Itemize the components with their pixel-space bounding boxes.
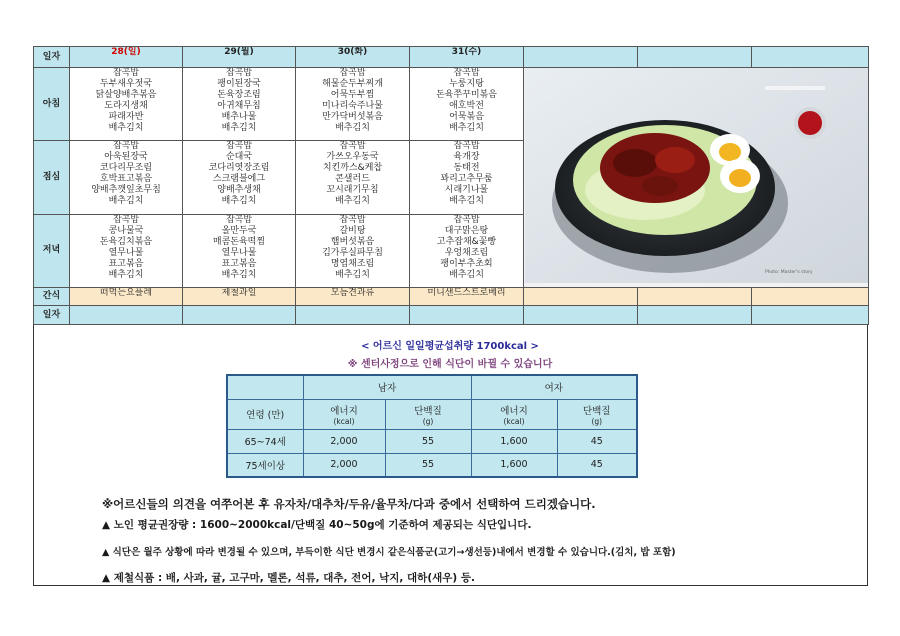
- menu-cell: 잡곡밥 콩나물국 돈육김치볶음 열무나물 표고볶음 배추김치: [70, 214, 183, 287]
- menu-cell: 잡곡밥 해물순두부찌개 어묵두부찜 미나리숙주나물 만가닥버섯볶음 배추김치: [296, 68, 410, 141]
- row-label-snack: 간식: [34, 288, 70, 306]
- table-row: 65~74세 2,000 55 1,600 45: [227, 429, 637, 453]
- empty-header: [752, 47, 869, 68]
- photo-caption: Photo: Master's story: [764, 270, 813, 275]
- row-label-date: 일자: [34, 47, 70, 68]
- menu-cell: 잡곡밥 올만두국 매콤돈육떡찜 열무나물 표고볶음 배추김치: [183, 214, 296, 287]
- date-header-row: [34, 47, 869, 68]
- nutrition-corner: [227, 375, 303, 399]
- seasonal-food-note: ▲ 제철식품 : 배, 사과, 귤, 고구마, 멜론, 석류, 대추, 전어, 낙지, 대하(새우) 등.: [102, 572, 475, 584]
- menu-cell: 잡곡밥 가쓰오우동국 치킨까스&케찹 콘샐러드 꼬시래기무침 배추김치: [296, 141, 410, 214]
- row-label-lunch: 점심: [34, 141, 70, 214]
- menu-cell: 잡곡밥 대구맑은탕 고추잡채&꽃빵 우엉채조림 팽이부추초회 배추김치: [410, 214, 524, 287]
- snack-cell: 미니샌드스트로베리: [410, 288, 524, 306]
- row-label-date-2: 일자: [34, 306, 70, 325]
- menu-cell: 잡곡밥 갈비탕 햄버섯볶음 김가루실파무침 명엽채조림 배추김치: [296, 214, 410, 287]
- age-header: 연령 (만): [227, 399, 303, 429]
- day-header-28: 28(일): [70, 47, 183, 68]
- food-photo: [524, 68, 869, 288]
- snack-cell: [752, 288, 869, 306]
- recommended-intake-note: ▲ 노인 평균권장량 : 1600~2000kcal/단백질 40~50g에 기준하여 제공되는 식단입니다.: [102, 519, 532, 531]
- nutrition-subtitle: ※ 센터사정으로 인해 식단이 바뀔 수 있습니다: [347, 359, 553, 370]
- table-row: 75세이상 2,000 55 1,600 45: [227, 453, 637, 477]
- day-header-30: 30(화): [296, 47, 410, 68]
- menu-cell: 잡곡밥 팽이된장국 돈육장조림 아귀채무침 배추나물 배추김치: [183, 68, 296, 141]
- menu-cell: 잡곡밥 순대국 코다리엿장조림 스크램블에그 양배추생채 배추김치: [183, 141, 296, 214]
- menu-cell: 잡곡밥 아욱된장국 코다리무조림 호박표고볶음 양배추깻잎초무침 배추김치: [70, 141, 183, 214]
- date-footer-row: [34, 306, 869, 325]
- menu-cell: 잡곡밥 육개장 동태전 꽈리고추무룸 시래기나물 배추김치: [410, 141, 524, 214]
- female-protein-header: 단백질 (g): [557, 399, 637, 429]
- beverage-note: ※어르신들의 의견을 여쭈어본 후 유자차/대추차/두유/율무차/다과 중에서 선택하여 드리겠습니다.: [102, 497, 596, 511]
- female-header: 여자: [471, 375, 637, 399]
- empty-header: [524, 47, 638, 68]
- snack-row: [34, 288, 869, 306]
- snack-cell: 제철과일: [183, 288, 296, 306]
- weekly-menu-table: [33, 46, 869, 325]
- male-energy-header: 에너지 (kcal): [303, 399, 385, 429]
- day-header-29: 29(월): [183, 47, 296, 68]
- row-label-dinner: 저녁: [34, 214, 70, 287]
- nutrition-title: < 어르신 일일평균섭취량 1700kcal >: [361, 341, 539, 352]
- menu-cell: 잡곡밥 누룽지탕 돈육쭈꾸미볶음 애호박전 어묵볶음 배추김치: [410, 68, 524, 141]
- snack-cell: [524, 288, 638, 306]
- male-header: 남자: [303, 375, 471, 399]
- female-energy-header: 에너지 (kcal): [471, 399, 557, 429]
- row-label-breakfast: 아침: [34, 68, 70, 141]
- empty-header: [638, 47, 752, 68]
- nutrition-table: [226, 374, 638, 478]
- snack-cell: [638, 288, 752, 306]
- breakfast-row: [34, 68, 869, 141]
- bibimbap-bowl-image: [525, 68, 868, 283]
- snack-cell: 모듬견과류: [296, 288, 410, 306]
- snack-cell: 떠먹는요플레: [70, 288, 183, 306]
- male-protein-header: 단백질 (g): [385, 399, 471, 429]
- menu-change-note: ▲ 식단은 월주 상황에 따라 변경될 수 있으며, 부득이한 식단 변경시 같은식품군(고기→생선등)내에서 변경할 수 있습니다.(김치, 밥 포함): [102, 547, 676, 558]
- menu-cell: 잡곡밥 두부새우젓국 닭살양배추볶음 도라지생채 파래자반 배추김치: [70, 68, 183, 141]
- day-header-31: 31(수): [410, 47, 524, 68]
